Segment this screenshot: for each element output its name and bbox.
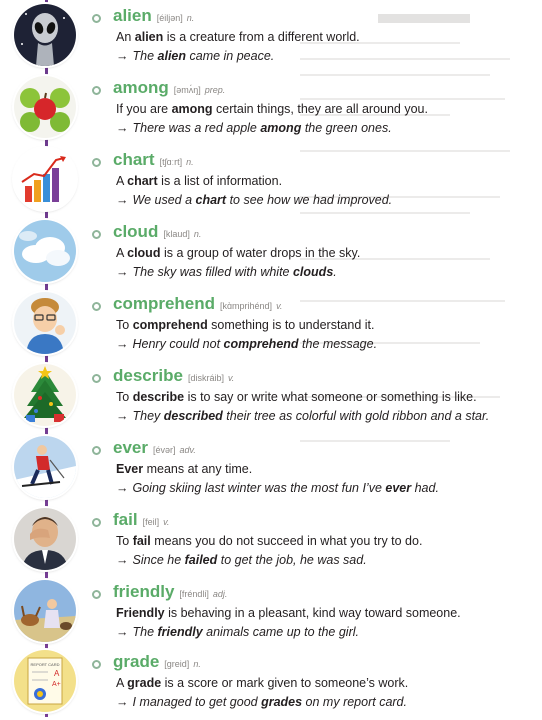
- arrow-icon: →: [116, 695, 129, 709]
- vocab-entry-among: [0, 74, 542, 146]
- bar-chart-icon: [14, 148, 76, 210]
- arrow-icon: →: [116, 553, 129, 567]
- part-of-speech: n.: [186, 13, 195, 23]
- definition: A cloud is a group of water drops in the sky.: [116, 246, 361, 260]
- part-of-speech: n.: [186, 157, 194, 167]
- example-sentence: → The friendly animals came up to the girl.: [116, 625, 359, 639]
- vocab-entry-alien: [0, 2, 542, 74]
- vocab-entry-describe: [0, 362, 542, 434]
- example-sentence: → We used a chart to see how we had improved.: [116, 193, 393, 207]
- entry-bullet: [92, 518, 101, 527]
- definition: A chart is a list of information.: [116, 174, 283, 188]
- boy-thinking-icon: [14, 292, 76, 354]
- part-of-speech: n.: [193, 659, 201, 669]
- part-of-speech: v.: [227, 373, 235, 383]
- headword-line: [113, 6, 194, 26]
- headword-line: [113, 510, 169, 530]
- alien-icon: [14, 4, 76, 66]
- definition: Ever means at any time.: [116, 462, 253, 476]
- svg-text:REPORT CARD: REPORT CARD: [30, 662, 60, 667]
- headword-line: [113, 294, 282, 314]
- headword: describe: [113, 366, 183, 385]
- arrow-icon: →: [116, 49, 129, 63]
- christmas-tree-icon: [14, 364, 76, 426]
- vocab-entry-fail: [0, 506, 542, 578]
- pronunciation: [fréndli]: [179, 589, 209, 599]
- arrow-icon: →: [116, 625, 129, 639]
- headword-line: [113, 150, 194, 170]
- headword-line: [113, 222, 201, 242]
- definition: A grade is a score or mark given to someone’s work.: [116, 676, 409, 690]
- part-of-speech: adj.: [212, 589, 228, 599]
- example-sentence: → There was a red apple among the green ones.: [116, 121, 392, 135]
- arrow-icon: →: [116, 337, 129, 351]
- arrow-icon: →: [116, 121, 129, 135]
- part-of-speech: v.: [163, 517, 170, 527]
- headword: ever: [113, 438, 148, 457]
- pronunciation: [greid]: [164, 659, 190, 669]
- svg-text:A+: A+: [52, 681, 61, 688]
- part-of-speech: v.: [276, 301, 283, 311]
- arrow-icon: →: [116, 265, 129, 279]
- headword: among: [113, 78, 169, 97]
- entry-bullet: [92, 660, 101, 669]
- sad-man-icon: [14, 508, 76, 570]
- part-of-speech: prep.: [204, 85, 226, 95]
- example-sentence: → Since he failed to get the job, he was sad.: [116, 553, 367, 567]
- arrow-icon: →: [116, 193, 129, 207]
- arrow-icon: →: [116, 481, 129, 495]
- vocab-entry-cloud: [0, 218, 542, 290]
- pronunciation: [diskráib]: [187, 373, 224, 383]
- headword: grade: [113, 652, 160, 671]
- headword: cloud: [113, 222, 159, 241]
- vocab-entry-grade: [0, 648, 542, 720]
- headword: fail: [113, 510, 138, 529]
- entry-bullet: [92, 86, 101, 95]
- headword-line: [113, 438, 196, 458]
- pronunciation: [tʃɑːrt]: [159, 157, 183, 167]
- part-of-speech: n.: [193, 229, 202, 239]
- part-of-speech: adv.: [179, 445, 196, 455]
- definition: To comprehend something is to understand it.: [116, 318, 375, 332]
- entry-bullet: [92, 158, 101, 167]
- headword: chart: [113, 150, 155, 169]
- arrow-icon: →: [116, 409, 129, 423]
- headword-line: [113, 582, 227, 602]
- headword: alien: [113, 6, 152, 25]
- pronunciation: [əmʌ́ŋ]: [173, 85, 201, 95]
- example-sentence: → I managed to get good grades on my report card.: [116, 695, 407, 709]
- pronunciation: [klaud]: [163, 229, 190, 239]
- definition: To describe is to say or write what someone or something is like.: [116, 390, 477, 404]
- entry-bullet: [92, 230, 101, 239]
- headword: friendly: [113, 582, 175, 601]
- example-sentence: → They described their tree as colorful with gold ribbon and a star.: [116, 409, 490, 423]
- example-sentence: → The alien came in peace.: [116, 49, 275, 63]
- example-sentence: → Going skiing last winter was the most fun I’ve ever had.: [116, 481, 439, 495]
- apples-icon: [14, 76, 76, 138]
- pronunciation: [feil]: [142, 517, 160, 527]
- entry-bullet: [92, 14, 101, 23]
- report-card-icon: [14, 650, 76, 712]
- cloud-icon: [14, 220, 76, 282]
- svg-text:A: A: [54, 669, 60, 678]
- entry-bullet: [92, 374, 101, 383]
- definition: Friendly is behaving in a pleasant, kind way toward someone.: [116, 606, 461, 620]
- vocab-entry-ever: [0, 434, 542, 506]
- definition: To fail means you do not succeed in what you try to do.: [116, 534, 423, 548]
- vocab-entry-chart: [0, 146, 542, 218]
- example-sentence: → The sky was filled with white clouds.: [116, 265, 337, 279]
- vocab-entry-friendly: [0, 578, 542, 650]
- entry-bullet: [92, 590, 101, 599]
- entry-bullet: [92, 302, 101, 311]
- pronunciation: [éiljən]: [156, 13, 183, 23]
- headword-line: [113, 652, 201, 672]
- example-sentence: → Henry could not comprehend the message.: [116, 337, 378, 351]
- headword-line: [113, 366, 234, 386]
- definition: An alien is a creature from a different world.: [116, 30, 360, 44]
- pronunciation: [kɑ̀mprihénd]: [220, 301, 273, 311]
- headword-line: [113, 78, 225, 98]
- vocab-entry-comprehend: [0, 290, 542, 362]
- pronunciation: [évər]: [152, 445, 176, 455]
- definition: If you are among certain things, they are all around you.: [116, 102, 428, 116]
- entry-bullet: [92, 446, 101, 455]
- headword: comprehend: [113, 294, 216, 313]
- skier-icon: [14, 436, 76, 498]
- animals-girl-icon: [14, 580, 76, 642]
